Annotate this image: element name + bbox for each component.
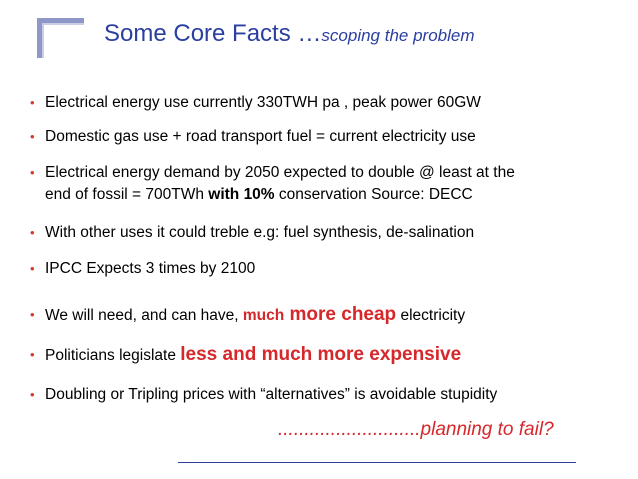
bullet-text: electricity — [396, 307, 466, 324]
bullet-dot-icon: • — [30, 307, 35, 322]
bullet-dot-icon: • — [30, 95, 35, 110]
bullet-text: Electrical energy use currently 330TWH pa , peak power 60GW — [45, 94, 481, 111]
bullet-dot-icon: • — [30, 129, 35, 144]
emphasis-large-text: more cheap — [284, 304, 397, 325]
bullet-text: Politicians legislate — [45, 347, 181, 364]
bullet-dot-icon: • — [30, 165, 35, 180]
bullet-text: With other uses it could treble e.g: fuel synthesis, de-salination — [45, 224, 475, 241]
bullet-text: Electrical energy demand by 2050 expected to double @ least at the — [45, 164, 515, 181]
emphasis-text: much — [242, 307, 285, 324]
title-subtitle: scoping the problem — [321, 26, 475, 45]
bullet-text: Doubling or Tripling prices with “alternatives” is avoidable stupidity — [45, 386, 498, 403]
bullet-bold-text: with 10% — [208, 186, 275, 203]
footer-divider — [178, 462, 576, 463]
bullet-text: conservation Source: DECC — [274, 186, 473, 203]
bullet-dot-icon: • — [30, 347, 35, 362]
slide-title — [104, 20, 475, 48]
bullet-dot-icon: • — [30, 261, 35, 276]
bullet-text: Domestic gas use + road transport fuel = current electricity use — [45, 128, 476, 145]
title-main: Some Core Facts … — [104, 20, 322, 47]
bullet-dot-icon: • — [30, 225, 35, 240]
footer-tagline: ...........................planning to fail? — [278, 419, 554, 440]
bullet-text: end of fossil = 700TWh — [45, 186, 209, 203]
bullet-text: We will need, and can have, — [45, 307, 243, 324]
bullet-dot-icon: • — [30, 387, 35, 402]
bullet-text: IPCC Expects 3 times by 2100 — [45, 260, 256, 277]
emphasis-large-text: less and much more expensive — [180, 344, 462, 365]
